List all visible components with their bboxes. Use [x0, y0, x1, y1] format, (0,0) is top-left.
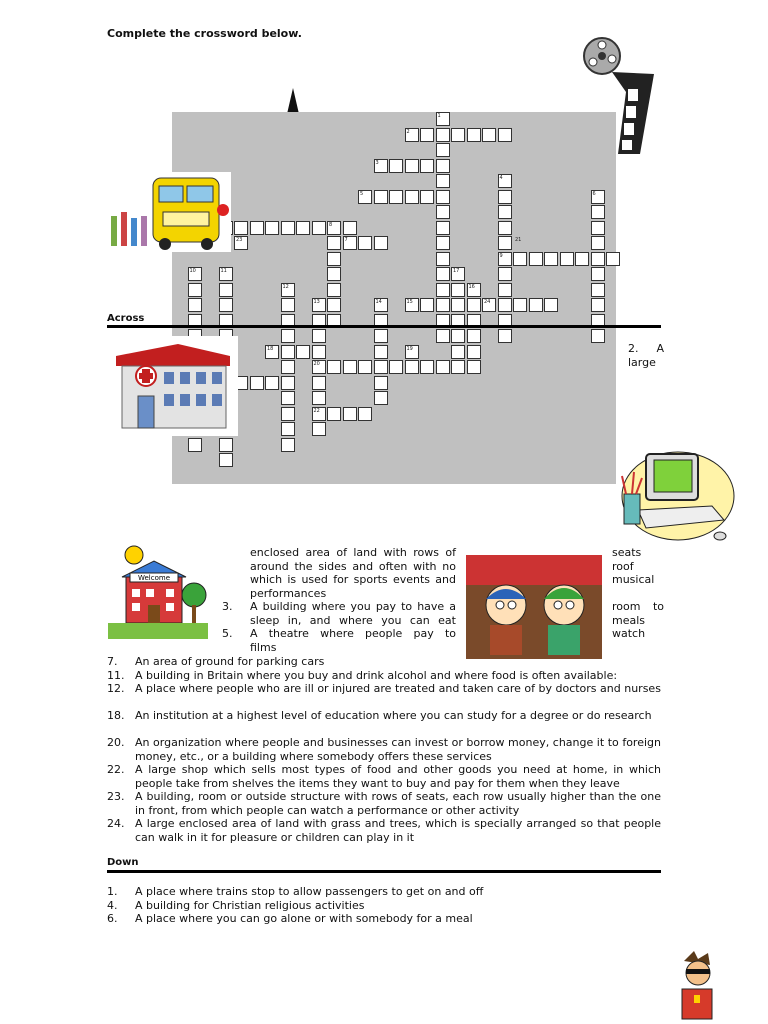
clue-5-line: films: [250, 640, 277, 654]
crossword-cell[interactable]: [327, 298, 341, 312]
crossword-cell[interactable]: [467, 298, 481, 312]
crossword-cell[interactable]: [591, 252, 605, 266]
crossword-cell[interactable]: [529, 298, 543, 312]
clue-text: A large enclosed area of land with grass and trees, which is specially arranged so that people can walk in it for pleasure or children can play in it: [135, 817, 661, 844]
clue-5-num: 5.: [222, 627, 233, 640]
crossword-cell[interactable]: [188, 283, 202, 297]
across-clue: [107, 669, 661, 683]
clue-number: 22.: [107, 763, 125, 776]
crossword-clue-number: 17: [453, 268, 460, 274]
crossword-cell[interactable]: [436, 205, 450, 219]
crossword-cell[interactable]: [591, 205, 605, 219]
crossword-clue-number: 6: [592, 190, 596, 197]
crossword-cell[interactable]: [327, 360, 341, 374]
clue-2-continuation: [250, 546, 456, 600]
crossword-clue-number: 10: [189, 268, 196, 274]
crossword-cell[interactable]: [265, 376, 279, 390]
crossword-cell[interactable]: [374, 345, 388, 359]
side-fragment-num: 2.: [628, 342, 639, 355]
crossword-cell[interactable]: [591, 267, 605, 281]
crossword-cell[interactable]: [250, 221, 264, 235]
crossword-cell[interactable]: [498, 221, 512, 235]
clue-text: A place where people who are ill or injured are treated and taken care of by doctors and nurses: [135, 682, 661, 695]
crossword-cell[interactable]: [436, 329, 450, 343]
crossword-cell[interactable]: [451, 298, 465, 312]
crossword-cell[interactable]: [188, 438, 202, 452]
crossword-cell[interactable]: [591, 283, 605, 297]
down-clue: [107, 899, 661, 913]
crossword-cell[interactable]: [420, 128, 434, 142]
crossword-clue-number: 21: [515, 237, 522, 243]
crossword-clue-number: 8: [329, 221, 333, 228]
crossword-cell[interactable]: [498, 329, 512, 343]
across-heading: Across: [107, 313, 145, 324]
clue-number: 24.: [107, 817, 125, 830]
across-clue: [107, 736, 661, 763]
clue-right-fragments: [612, 546, 664, 641]
crossword-cell[interactable]: [389, 190, 403, 204]
computer-icon: [616, 446, 736, 546]
crossword-clue-number: 19: [406, 345, 413, 352]
crossword-cell[interactable]: [234, 221, 248, 235]
crossword-cell[interactable]: [281, 345, 295, 359]
crossword-clue-number: 14: [375, 299, 382, 305]
clue-number: 4.: [107, 898, 118, 912]
clue-number: 7.: [107, 655, 118, 668]
clue-3-line: A building where you pay to have a: [250, 600, 456, 613]
across-clue: [107, 763, 661, 790]
crossword-cell[interactable]: [529, 252, 543, 266]
crossword-cell[interactable]: [281, 422, 295, 436]
school-house-icon: [108, 543, 208, 643]
crossword-cell[interactable]: [436, 252, 450, 266]
crossword-cell[interactable]: [420, 298, 434, 312]
clue-text: An institution at a highest level of education where you can study for a degree or do research: [135, 709, 652, 722]
crossword-cell[interactable]: [312, 345, 326, 359]
crossword-cell[interactable]: [281, 329, 295, 343]
clue-number: 18.: [107, 709, 125, 722]
crossword-cell[interactable]: [575, 252, 589, 266]
across-clue: [107, 709, 661, 736]
crossword-cell[interactable]: [451, 128, 465, 142]
clue-number: 1.: [107, 885, 118, 898]
crossword-cell[interactable]: [436, 159, 450, 173]
crossword-cell[interactable]: [498, 267, 512, 281]
clue-2-line: which is used for sports events and: [250, 573, 456, 586]
across-clue: [107, 790, 661, 817]
crossword-cell[interactable]: [312, 391, 326, 405]
crossword-clue-number: 9: [499, 252, 503, 259]
crossword-clue-number: 16: [468, 283, 475, 290]
crossword-cell[interactable]: [606, 252, 620, 266]
crossword-cell[interactable]: [250, 376, 264, 390]
crossword-cell[interactable]: [389, 360, 403, 374]
clue-number: 11.: [107, 668, 125, 682]
crossword-cell[interactable]: [591, 298, 605, 312]
crossword-cell[interactable]: [467, 360, 481, 374]
crossword-cell[interactable]: [281, 221, 295, 235]
crossword-clue-number: 2: [406, 128, 410, 135]
clue-text: A building in Britain where you buy and drink alcohol and where food is often available:: [135, 668, 618, 682]
crossword-cell[interactable]: [358, 236, 372, 250]
crossword-cell[interactable]: [560, 252, 574, 266]
crossword-cell[interactable]: [343, 360, 357, 374]
side-fragment-word: A: [656, 342, 664, 355]
crossword-clue-number: 1: [437, 113, 441, 119]
clue-text: An organization where people and businesses can invest or borrow money, change it to foreign money, etc., or a building where somebody offers these services: [135, 736, 661, 763]
cartoon-boy-icon: [672, 951, 722, 1023]
crossword-cell[interactable]: [405, 190, 419, 204]
crossword-cell[interactable]: [436, 267, 450, 281]
crossword-cell[interactable]: [374, 391, 388, 405]
across-clue: [107, 682, 661, 709]
crossword-cell[interactable]: [544, 252, 558, 266]
crossword-cell[interactable]: [498, 298, 512, 312]
school-bus-icon: [107, 172, 231, 252]
crossword-cell[interactable]: [374, 329, 388, 343]
crossword-cell[interactable]: [281, 407, 295, 421]
crossword-cell[interactable]: [389, 159, 403, 173]
hospital-icon: [108, 336, 238, 436]
crossword-cell[interactable]: [374, 236, 388, 250]
right-word: watch: [612, 627, 646, 640]
crossword-cell[interactable]: [343, 407, 357, 421]
crossword-cell[interactable]: [327, 236, 341, 250]
crossword-cell[interactable]: [343, 221, 357, 235]
clue-2-line: enclosed area of land with rows of: [250, 546, 456, 559]
crossword-clue-number: 3: [375, 159, 379, 166]
crossword-cell[interactable]: [312, 422, 326, 436]
side-fragment-line2: large: [628, 355, 656, 369]
crossword-cell[interactable]: [312, 329, 326, 343]
crossword-cell[interactable]: [498, 236, 512, 250]
crossword-cell[interactable]: [219, 438, 233, 452]
crossword-cell[interactable]: [358, 407, 372, 421]
clue-3-line: sleep in, and where you can eat: [250, 613, 456, 627]
clue-number: 23.: [107, 790, 125, 803]
crossword-cell[interactable]: [451, 360, 465, 374]
right-word: musical: [612, 573, 655, 586]
crossword-clue-number: 20: [313, 361, 320, 367]
crossword-cell[interactable]: [498, 128, 512, 142]
crossword-cell[interactable]: [281, 438, 295, 452]
clue-text: A building for Christian religious activities: [135, 898, 365, 912]
cartoon-characters-icon: [466, 555, 602, 659]
across-clue: [107, 817, 661, 844]
down-clue: [107, 885, 661, 899]
crossword-cell[interactable]: [498, 205, 512, 219]
crossword-cell[interactable]: [498, 190, 512, 204]
crossword-cell[interactable]: [281, 360, 295, 374]
crossword-cell[interactable]: [281, 376, 295, 390]
crossword-cell[interactable]: [281, 298, 295, 312]
crossword-cell[interactable]: [482, 128, 496, 142]
crossword-clue-number: 12: [282, 283, 289, 290]
crossword-cell[interactable]: [467, 345, 481, 359]
crossword-cell[interactable]: [436, 236, 450, 250]
crossword-clue-number: 11: [220, 268, 227, 274]
side-fragment: [628, 342, 664, 369]
crossword-cell[interactable]: [436, 360, 450, 374]
crossword-cell[interactable]: [405, 159, 419, 173]
clue-number: 20.: [107, 736, 125, 749]
crossword-cell[interactable]: [436, 298, 450, 312]
crossword-cell[interactable]: [591, 329, 605, 343]
crossword-clue-number: 18: [267, 345, 274, 352]
across-clue: [107, 655, 661, 669]
crossword-cell[interactable]: [312, 221, 326, 235]
crossword-clue-number: 7: [344, 237, 348, 243]
right-word: meals: [612, 613, 646, 627]
crossword-cell[interactable]: [219, 298, 233, 312]
crossword-cell[interactable]: [281, 391, 295, 405]
clue-2-line: around the sides and often with no: [250, 559, 456, 573]
clue-5: [222, 627, 456, 654]
crossword-clue-number: 13: [313, 299, 320, 305]
clue-text: A place where trains stop to allow passengers to get on and off: [135, 885, 484, 898]
right-word: room to: [612, 600, 664, 613]
crossword-cell[interactable]: [296, 221, 310, 235]
crossword-cell[interactable]: [467, 329, 481, 343]
crossword-cell[interactable]: [451, 345, 465, 359]
across-rule: [107, 325, 661, 328]
crossword-cell[interactable]: [467, 128, 481, 142]
crossword-cell[interactable]: [436, 283, 450, 297]
clue-text: A building, room or outside structure with rows of seats, each row usually higher than the one in front, from which people can watch a performance or other activity: [135, 790, 661, 817]
crossword-cell[interactable]: [327, 252, 341, 266]
crossword-cell[interactable]: [312, 376, 326, 390]
crossword-clue-number: 23: [236, 237, 243, 243]
crossword-cell[interactable]: [374, 190, 388, 204]
clue-number: 12.: [107, 682, 125, 695]
crossword-cell[interactable]: [420, 159, 434, 173]
crossword-cell[interactable]: [436, 174, 450, 188]
right-word: roof: [612, 559, 634, 573]
crossword-clue-number: 15: [406, 299, 413, 305]
crossword-clue-number: 5: [360, 190, 364, 197]
crossword-cell[interactable]: [358, 360, 372, 374]
crossword-cell[interactable]: [327, 267, 341, 281]
crossword-cell[interactable]: [591, 221, 605, 235]
clue-text: A place where you can go alone or with somebody for a meal: [135, 912, 473, 925]
right-word: seats: [612, 546, 642, 559]
down-rule: [107, 870, 661, 873]
crossword-cell[interactable]: [451, 329, 465, 343]
clue-text: An area of ground for parking cars: [135, 655, 325, 668]
clue-text: A large shop which sells most types of food and other goods you need at home, in which people take from shelves the items they want to buy and pay for them when they leave: [135, 763, 661, 790]
down-heading: Down: [107, 857, 139, 868]
crossword-cell[interactable]: [451, 283, 465, 297]
crossword-cell[interactable]: [544, 298, 558, 312]
crossword-cell[interactable]: [219, 283, 233, 297]
crossword-cell[interactable]: [327, 407, 341, 421]
crossword-cell[interactable]: [436, 143, 450, 157]
page-title: Complete the crossword below.: [107, 27, 302, 40]
crossword-cell[interactable]: [374, 360, 388, 374]
crossword-clue-number: 22: [313, 407, 320, 414]
crossword-cell[interactable]: [374, 376, 388, 390]
clue-5-line: A theatre where people pay to: [250, 627, 456, 640]
down-clue: [107, 912, 661, 926]
crossword-cell[interactable]: [591, 236, 605, 250]
clue-3-num: 3.: [222, 600, 233, 613]
clue-number: 6.: [107, 912, 118, 925]
crossword-cell[interactable]: [436, 128, 450, 142]
welcome-sign: Welcome: [137, 574, 171, 582]
crossword-cell[interactable]: [405, 360, 419, 374]
crossword-clue-number: 24: [484, 299, 491, 305]
crossword-cell[interactable]: [327, 283, 341, 297]
crossword-clue-number: 4: [499, 175, 503, 181]
crossword-cell[interactable]: [296, 345, 310, 359]
crossword-cell[interactable]: [265, 221, 279, 235]
crossword-cell[interactable]: [513, 252, 527, 266]
crossword-cell[interactable]: [436, 221, 450, 235]
crossword-cell[interactable]: [420, 360, 434, 374]
crossword-cell[interactable]: [498, 283, 512, 297]
crossword-cell[interactable]: [219, 453, 233, 467]
clue-2-line: performances: [250, 586, 327, 600]
crossword-cell[interactable]: [188, 298, 202, 312]
crossword-cell[interactable]: [420, 190, 434, 204]
crossword-cell[interactable]: [436, 190, 450, 204]
crossword-cell[interactable]: [513, 298, 527, 312]
clue-3: [222, 600, 456, 627]
